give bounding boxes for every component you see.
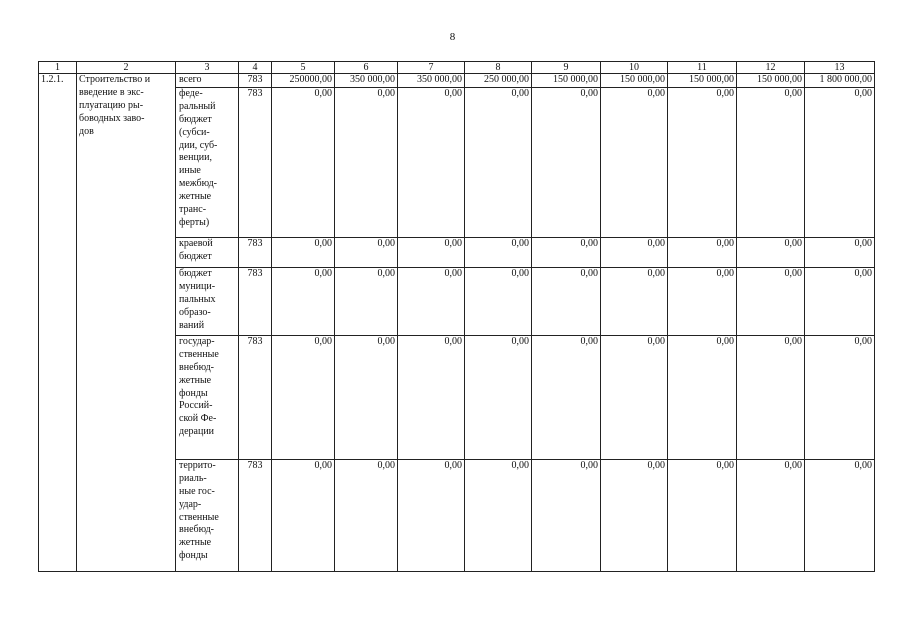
value-cell: 0,00 [465,335,532,459]
budget-table [38,61,875,572]
value-cell: 350 000,00 [335,74,398,88]
column-header-2: 2 [77,62,176,74]
value-cell: 0,00 [335,267,398,335]
funding-source [176,335,239,459]
funding-source [176,237,239,267]
value-cell: 0,00 [668,459,737,571]
item-name [77,74,176,572]
column-header-9: 9 [532,62,601,74]
code-cell: 783 [239,237,272,267]
value-cell: 0,00 [398,459,465,571]
funding-source-line: венции, [179,152,213,164]
funding-source-line: внебюд- [179,524,214,536]
value-cell: 0,00 [668,237,737,267]
value-cell: 0,00 [398,237,465,267]
code-cell: 783 [239,74,272,88]
value-cell: 1 800 000,00 [805,74,875,88]
value-cell: 0,00 [465,267,532,335]
value-cell: 0,00 [601,267,668,335]
value-cell: 0,00 [805,87,875,237]
value-cell: 0,00 [737,267,805,335]
funding-source [176,74,239,88]
funding-source-line: ственные [179,511,219,523]
table-body [39,62,875,572]
value-cell: 0,00 [272,335,335,459]
value-cell: 0,00 [601,335,668,459]
item-number: 1.2.1. [39,74,77,572]
value-cell: 0,00 [668,267,737,335]
column-header-5: 5 [272,62,335,74]
funding-source-line: пальных [179,293,216,305]
value-cell: 0,00 [532,267,601,335]
funding-source-line: жетные [179,191,212,203]
value-cell: 0,00 [668,87,737,237]
value-cell: 0,00 [805,335,875,459]
value-cell: 350 000,00 [398,74,465,88]
column-number-row [39,62,875,74]
funding-source-line: жетные [179,374,212,386]
value-cell: 0,00 [737,459,805,571]
value-cell: 0,00 [737,335,805,459]
value-cell: 150 000,00 [737,74,805,88]
funding-source-line: ные гос- [179,485,215,497]
funding-source-line: внебюд- [179,361,214,373]
column-header-12: 12 [737,62,805,74]
funding-source-line: ственные [179,348,219,360]
value-cell: 150 000,00 [532,74,601,88]
funding-source-line: муници- [179,280,216,292]
column-header-11: 11 [668,62,737,74]
item-name-line: плуатацию ры- [79,99,144,111]
funding-source-line: Россий- [179,400,213,412]
value-cell: 0,00 [532,459,601,571]
funding-source-line: иные [179,165,201,177]
table-row [39,74,875,88]
column-header-8: 8 [465,62,532,74]
value-cell: 0,00 [398,87,465,237]
value-cell: 0,00 [335,459,398,571]
funding-source-line: феде- [179,87,203,99]
funding-source-line: ферты) [179,216,210,228]
funding-source-line: государ- [179,335,215,347]
value-cell: 0,00 [601,87,668,237]
funding-source-line: дии, суб- [179,139,218,151]
column-header-13: 13 [805,62,875,74]
funding-source-line: риаль- [179,472,207,484]
code-cell: 783 [239,267,272,335]
value-cell: 0,00 [805,459,875,571]
value-cell: 0,00 [398,335,465,459]
funding-source [176,267,239,335]
funding-source-line: образо- [179,306,211,318]
value-cell: 250000,00 [272,74,335,88]
item-name-line: Строительство и [79,74,151,85]
funding-source-line: фонды [179,387,208,399]
value-cell: 0,00 [335,237,398,267]
value-cell: 0,00 [805,267,875,335]
value-cell: 0,00 [532,335,601,459]
funding-source-line: удар- [179,498,202,510]
page-number: 8 [449,31,456,43]
funding-source [176,459,239,571]
value-cell: 0,00 [272,237,335,267]
funding-source-line: (субси- [179,126,210,138]
funding-source-line: ральный [179,100,216,112]
funding-source-line: краевой [179,237,213,249]
value-cell: 0,00 [601,237,668,267]
value-cell: 0,00 [465,459,532,571]
column-header-3: 3 [176,62,239,74]
column-header-4: 4 [239,62,272,74]
funding-source-line: транс- [179,204,207,216]
funding-source-line: ваний [179,319,205,331]
funding-source-line: всего [179,74,202,85]
value-cell: 0,00 [465,237,532,267]
funding-source-line: дерации [179,426,215,438]
value-cell: 0,00 [532,237,601,267]
value-cell: 250 000,00 [465,74,532,88]
value-cell: 0,00 [335,335,398,459]
funding-source-line: бюджет [179,267,212,279]
code-cell: 783 [239,87,272,237]
value-cell: 0,00 [737,87,805,237]
value-cell: 150 000,00 [668,74,737,88]
value-cell: 0,00 [335,87,398,237]
code-cell: 783 [239,335,272,459]
value-cell: 0,00 [601,459,668,571]
value-cell: 0,00 [272,267,335,335]
column-header-6: 6 [335,62,398,74]
value-cell: 0,00 [668,335,737,459]
funding-source-line: фонды [179,550,208,562]
value-cell: 0,00 [805,237,875,267]
value-cell: 0,00 [398,267,465,335]
value-cell: 0,00 [272,87,335,237]
item-name-line: дов [79,125,94,137]
item-name-line: введение в экс- [79,86,144,98]
value-cell: 150 000,00 [601,74,668,88]
value-cell: 0,00 [532,87,601,237]
funding-source [176,87,239,237]
column-header-7: 7 [398,62,465,74]
column-header-1: 1 [39,62,77,74]
funding-source-line: бюджет [179,250,212,262]
value-cell: 0,00 [737,237,805,267]
value-cell: 0,00 [272,459,335,571]
code-cell: 783 [239,459,272,571]
value-cell: 0,00 [465,87,532,237]
funding-source-line: ской Фе- [179,413,217,425]
funding-source-line: бюджет [179,113,212,125]
item-name-line: боводных заво- [79,112,145,124]
column-header-10: 10 [601,62,668,74]
funding-source-line: террито- [179,459,216,471]
funding-source-line: межбюд- [179,178,218,190]
funding-source-line: жетные [179,537,212,549]
